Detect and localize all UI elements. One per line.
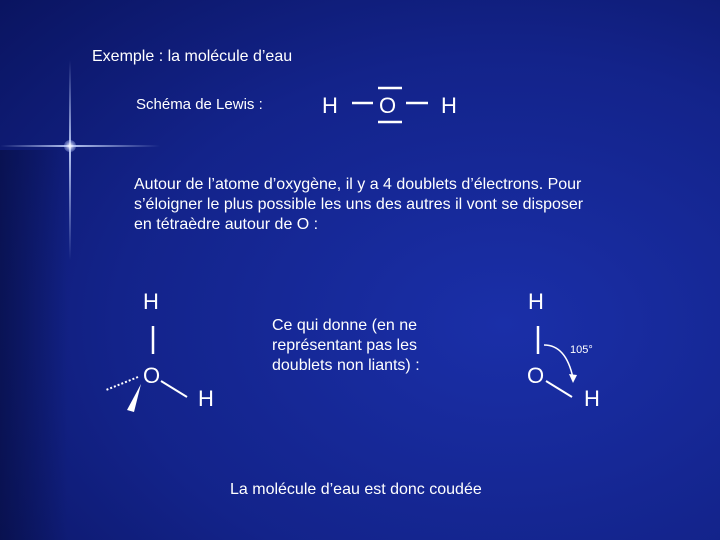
tetra-oxygen: O [143, 363, 161, 388]
tetra-hydrogen-right: H [198, 386, 214, 411]
lewis-hydrogen-left: H [322, 93, 338, 118]
lewis-hydrogen-right: H [441, 93, 457, 118]
explanation-paragraph [134, 175, 654, 235]
bent-bond-right [546, 381, 572, 397]
middle-line-1: Ce qui donne (en ne [272, 317, 417, 334]
bent-oxygen: O [527, 363, 545, 388]
middle-line-2: représentant pas les [272, 337, 417, 354]
lewis-oxygen: O [379, 93, 397, 118]
bent-hydrogen-top: H [528, 289, 544, 314]
bent-hydrogen-right: H [584, 386, 600, 411]
angle-arc [544, 345, 573, 378]
paragraph-line-2: s’éloigner le plus possible les uns des autres il vont se disposer [134, 196, 584, 213]
tetra-hydrogen-top: H [143, 289, 159, 314]
tetra-hashed-bond [106, 377, 138, 390]
conclusion-text: La molécule d’eau est donc coudée [230, 481, 482, 498]
tetra-bond-right [161, 381, 187, 397]
lewis-label: Schéma de Lewis : [136, 96, 263, 113]
slide-title: Exemple : la molécule d’eau [92, 48, 293, 65]
angle-arrow-icon [569, 374, 577, 383]
middle-line-3: doublets non liants) : [272, 357, 420, 374]
angle-label: 105° [570, 344, 593, 356]
paragraph-line-3: en tétraèdre autour de O : [134, 216, 319, 233]
tetra-wedge-bond [127, 384, 141, 412]
middle-text [272, 316, 420, 376]
paragraph-line-1: Autour de l’atome d’oxygène, il y a 4 doublets d’électrons. Pour [134, 176, 582, 193]
